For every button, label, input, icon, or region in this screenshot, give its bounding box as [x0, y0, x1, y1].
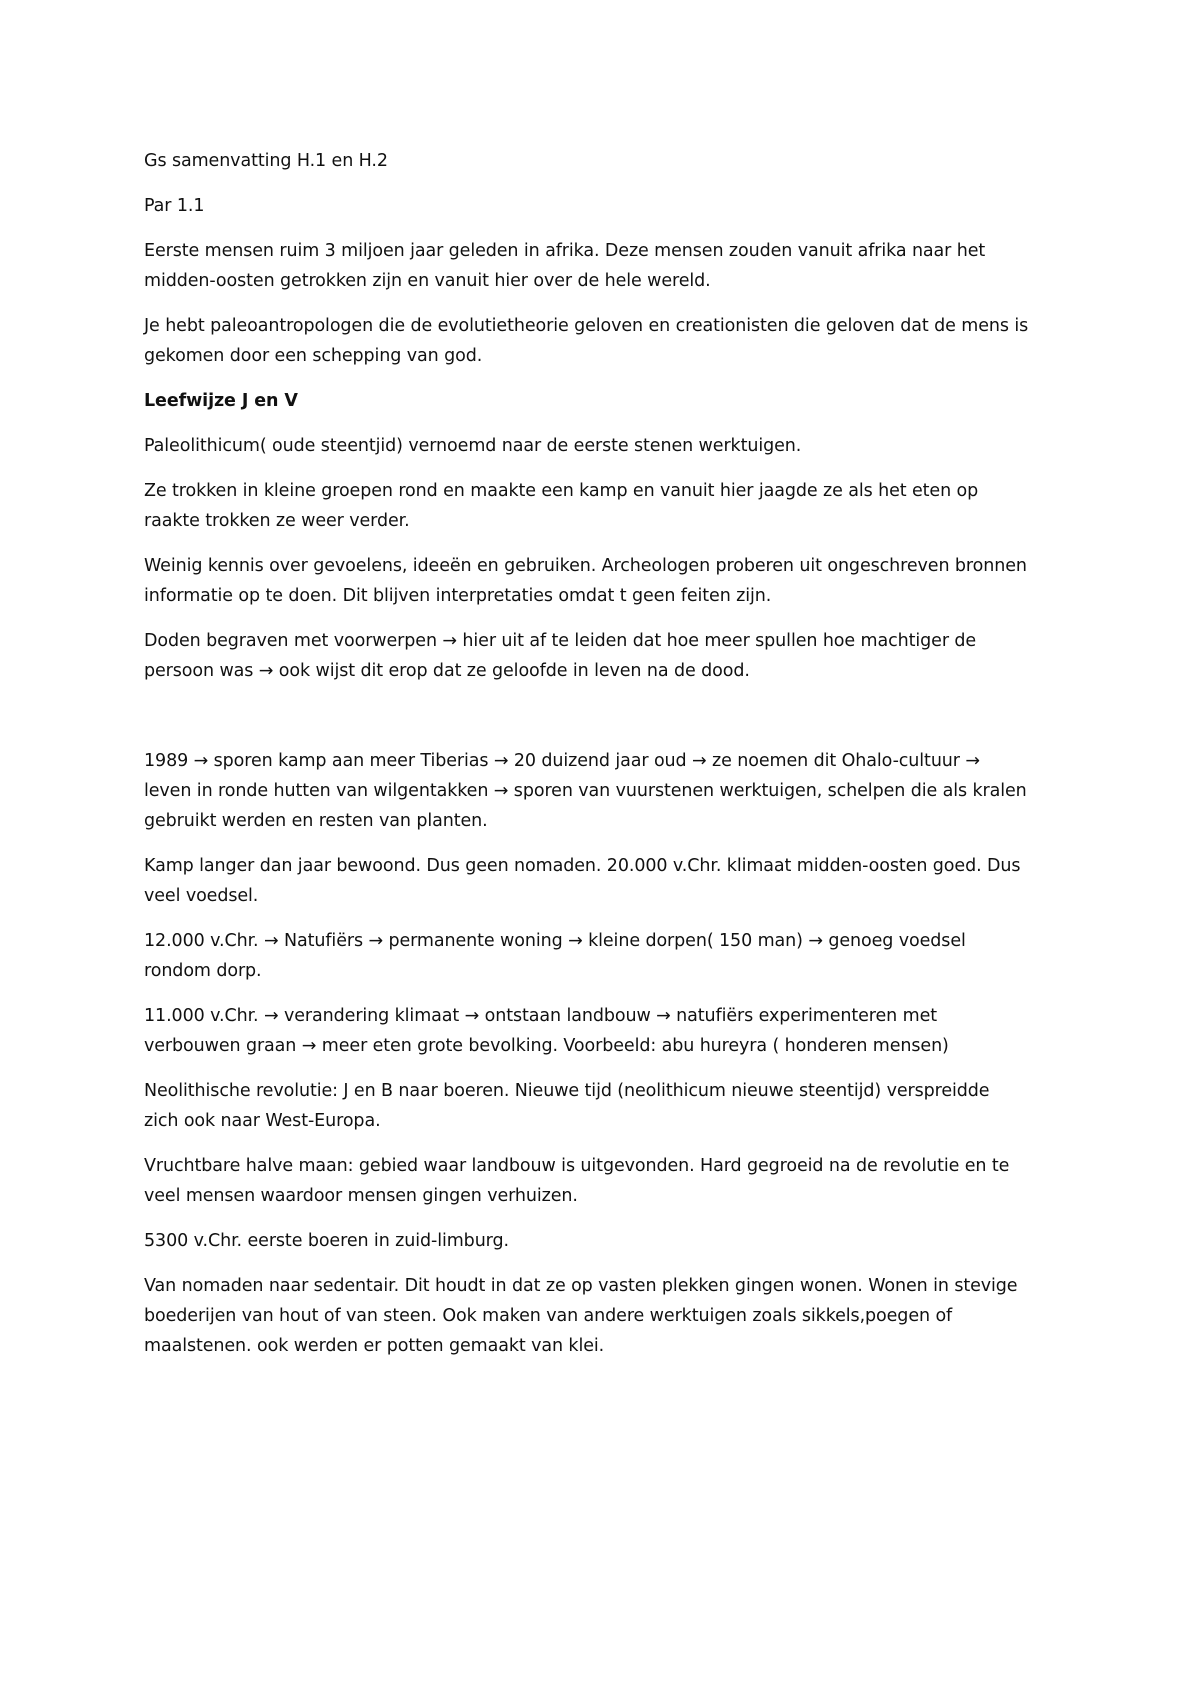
paragraph-line: Van nomaden naar sedentair. Dit houdt in dat ze op vasten plekken gingen wonen. Wonen in stevige — [144, 1276, 1018, 1296]
paragraph-knowledge — [144, 551, 1074, 611]
paragraph-line: persoon was → ook wijst dit erop dat ze geloofde in leven na de dood. — [144, 661, 750, 681]
paragraph-paleolithicum — [144, 431, 1074, 461]
paragraph-nomadic-life — [144, 476, 1074, 536]
paragraph-line: veel mensen waardoor mensen gingen verhuizen. — [144, 1186, 578, 1206]
section-label — [144, 191, 1074, 221]
paragraph-line: leven in ronde hutten van wilgentakken → sporen van vuurstenen werktuigen, schelpen die als kralen — [144, 781, 1027, 801]
subheading-text: Leefwijze J en V — [144, 391, 298, 411]
paragraph-line: boederijen van hout of van steen. Ook maken van andere werktuigen zoals sikkels,poegen of — [144, 1306, 953, 1326]
paragraph-camp — [144, 851, 1074, 911]
paragraph-line: 12.000 v.Chr. → Natufiërs → permanente woning → kleine dorpen( 150 man) → genoeg voedsel — [144, 931, 966, 951]
paragraph-burial — [144, 626, 1074, 686]
paragraph-line: rondom dorp. — [144, 961, 262, 981]
paragraph-limburg — [144, 1226, 1074, 1256]
paragraph-line: midden-oosten getrokken zijn en vanuit hier over de hele wereld. — [144, 271, 711, 291]
paragraph-agriculture — [144, 1001, 1074, 1061]
blank-line — [144, 701, 1074, 731]
section-label-text: Par 1.1 — [144, 196, 205, 216]
paragraph-line: 5300 v.Chr. eerste boeren in zuid-limburg. — [144, 1231, 509, 1251]
paragraph-line: maalstenen. ook werden er potten gemaakt van klei. — [144, 1336, 605, 1356]
paragraph-sedentary — [144, 1271, 1074, 1361]
paragraph-line: Neolithische revolutie: J en B naar boeren. Nieuwe tijd (neolithicum nieuwe steentijd) verspreidde — [144, 1081, 990, 1101]
paragraph-line: Je hebt paleoantropologen die de evolutietheorie geloven en creationisten die geloven dat de mens is — [144, 316, 1029, 336]
paragraph-line: gebruikt werden en resten van planten. — [144, 811, 488, 831]
paragraph-line: verbouwen graan → meer eten grote bevolking. Voorbeeld: abu hureyra ( honderen mensen) — [144, 1036, 949, 1056]
subheading-leefwijze — [144, 386, 1074, 416]
paragraph-theories — [144, 311, 1074, 371]
paragraph-line: Kamp langer dan jaar bewoond. Dus geen nomaden. 20.000 v.Chr. klimaat midden-oosten goed. Dus — [144, 856, 1021, 876]
paragraph-line: raakte trokken ze weer verder. — [144, 511, 410, 531]
paragraph-line: zich ook naar West-Europa. — [144, 1111, 381, 1131]
paragraph-line: Eerste mensen ruim 3 miljoen jaar geleden in afrika. Deze mensen zouden vanuit afrika naar het — [144, 241, 986, 261]
paragraph-line: Vruchtbare halve maan: gebied waar landbouw is uitgevonden. Hard gegroeid na de revolutie en te — [144, 1156, 1010, 1176]
document-body — [144, 146, 1074, 1376]
paragraph-line: Doden begraven met voorwerpen → hier uit af te leiden dat hoe meer spullen hoe machtiger de — [144, 631, 977, 651]
paragraph-line: Weinig kennis over gevoelens, ideeën en gebruiken. Archeologen proberen uit ongeschreven bronnen — [144, 556, 1027, 576]
paragraph-fertile-crescent — [144, 1151, 1074, 1211]
paragraph-neolithic-revolution — [144, 1076, 1074, 1136]
document-title — [144, 146, 1074, 176]
paragraph-line: 1989 → sporen kamp aan meer Tiberias → 20 duizend jaar oud → ze noemen dit Ohalo-cultuur → — [144, 751, 980, 771]
paragraph-line: Paleolithicum( oude steentjid) vernoemd naar de eerste stenen werktuigen. — [144, 436, 802, 456]
paragraph-first-humans — [144, 236, 1074, 296]
document-title-text: Gs samenvatting H.1 en H.2 — [144, 151, 388, 171]
paragraph-line: gekomen door een schepping van god. — [144, 346, 483, 366]
paragraph-line: Ze trokken in kleine groepen rond en maakte een kamp en vanuit hier jaagde ze als het eten op — [144, 481, 979, 501]
paragraph-ohalo — [144, 746, 1074, 836]
paragraph-line: veel voedsel. — [144, 886, 259, 906]
paragraph-line: informatie op te doen. Dit blijven interpretaties omdat t geen feiten zijn. — [144, 586, 772, 606]
paragraph-natufiers — [144, 926, 1074, 986]
paragraph-line: 11.000 v.Chr. → verandering klimaat → ontstaan landbouw → natufiërs experimenteren met — [144, 1006, 937, 1026]
